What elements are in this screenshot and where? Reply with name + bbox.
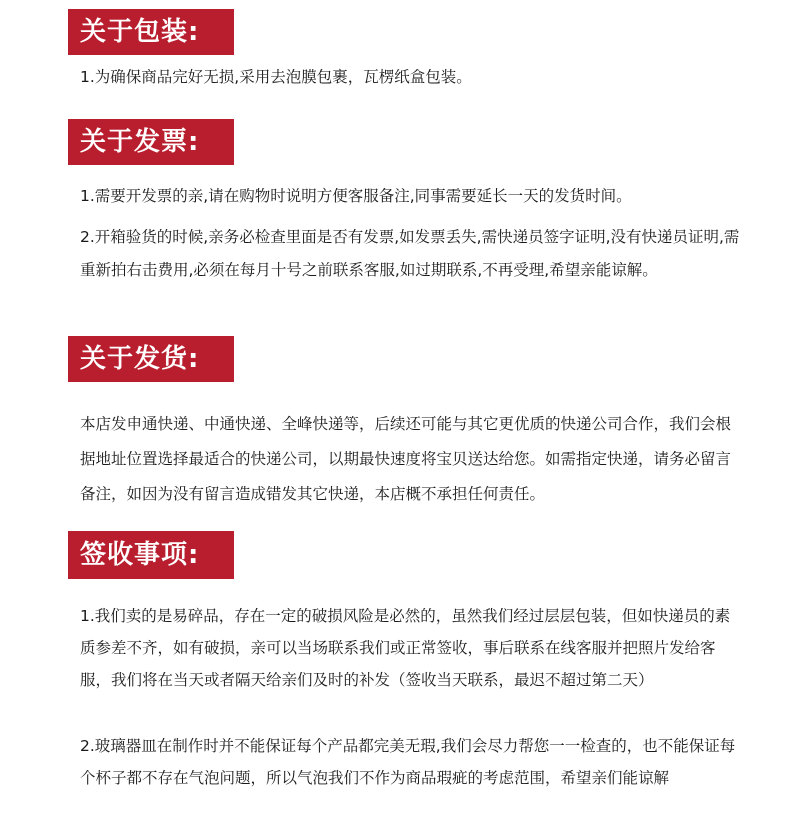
shipping-text-1: 本店发申通快递、中通快递、全峰快递等，后续还可能与其它更优质的快递公司合作，我们会根据地址位置选择最适合的快递公司，以期最快速度将宝贝送达给您。如需指定快递，请务必留言备注，如因为没有留言造成错发其它快递，本店概不承担任何责任。	[80, 415, 732, 503]
section-title-packaging: 关于包装:	[68, 9, 234, 55]
invoice-text-1: 1.需要开发票的亲,请在购物时说明方便客服备注,同事需要延长一天的发货时间。	[80, 187, 632, 205]
signing-text-1: 1.我们卖的是易碎品，存在一定的破损风险是必然的，虽然我们经过层层包装，但如快递员的素质参差不齐，如有破损，亲可以当场联系我们或正常签收，事后联系在线客服并把照片发给客服，我们将在当天或者隔天给亲们及时的补发（签收当天联系，最迟不超过第二天）	[80, 607, 731, 689]
section-title-shipping: 关于发货:	[68, 336, 234, 382]
signing-text-2: 2.玻璃器皿在制作时并不能保证每个产品都完美无瑕,我们会尽力帮您一一检查的，也不能保证每个杯子都不存在气泡问题，所以气泡我们不作为商品瑕疵的考虑范围，希望亲们能谅解	[80, 737, 736, 787]
invoice-text-2: 2.开箱验货的时候,亲务必检查里面是否有发票,如发票丢失,需快递员签字证明,没有快递员证明,需重新拍右击费用,必须在每月十号之前联系客服,如过期联系,不再受理,希望亲能谅解。	[80, 228, 740, 279]
packaging-text-1: 1.为确保商品完好无损,采用去泡膜包裹，瓦楞纸盒包装。	[80, 68, 472, 86]
section-title-signing: 签收事项:	[68, 531, 234, 579]
section-title-invoice: 关于发票:	[68, 119, 234, 165]
